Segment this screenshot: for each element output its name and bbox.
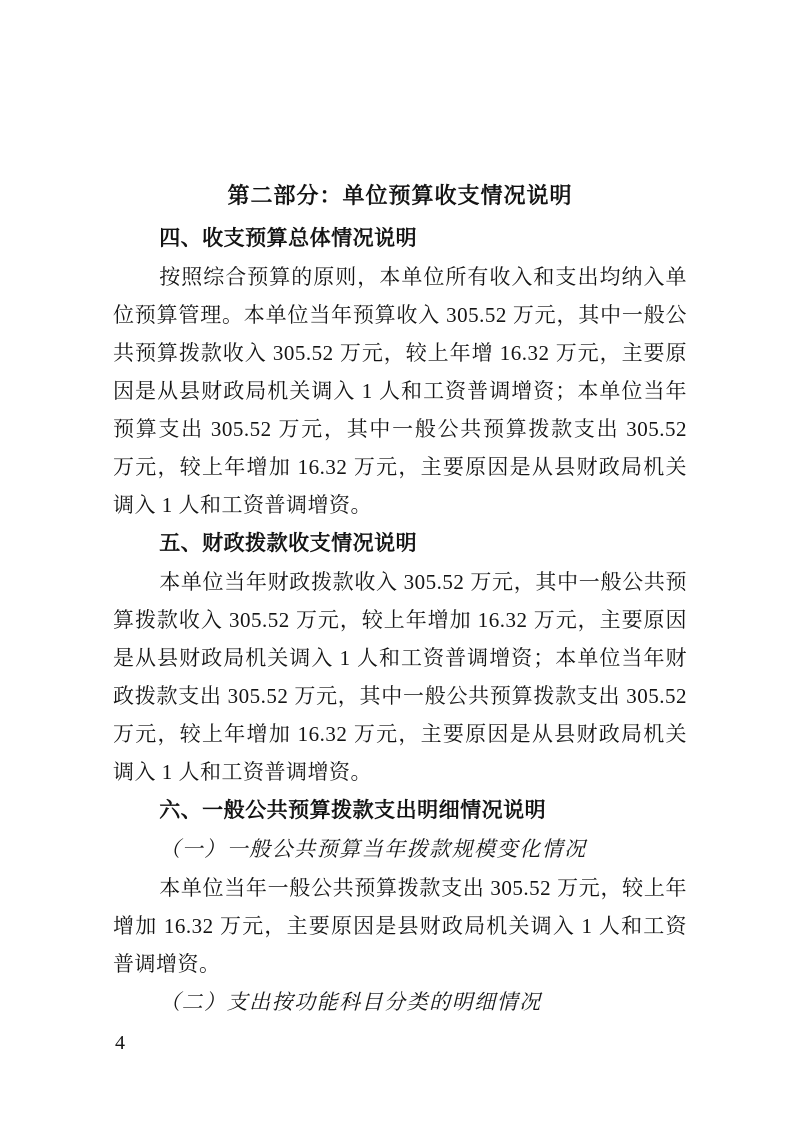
page-number: 4 xyxy=(115,1032,125,1054)
subsection-6-2-heading: （二）支出按功能科目分类的明细情况 xyxy=(159,990,542,1014)
document-content xyxy=(113,177,687,1022)
subsection-6-1-paragraph: 本单位当年一般公共预算拨款支出 305.52 万元，较上年增加 16.32 万元，主要原因是县财政局机关调入 1 人和工资普调增资。 xyxy=(113,876,687,976)
section-4-paragraph: 按照综合预算的原则，本单位所有收入和支出均纳入单位预算管理。本单位当年预算收入 305.52 万元，其中一般公共预算拨款收入 305.52 万元，较上年增 16.32 万元，主要原因是从县财政局机关调入 1 人和工资普调增资；本单位当年预算支出 305.52 万元，其中一般公共预算拨款支出 305.52 万元，较上年增加 16.32 万元，主要原因是从县财政局机关调入 1 人和工资普调增资。 xyxy=(113,265,687,517)
subsection-6-1-heading: （一）一般公共预算当年拨款规模变化情况 xyxy=(159,837,587,861)
section-5-paragraph: 本单位当年财政拨款收入 305.52 万元，其中一般公共预算拨款收入 305.52 万元，较上年增加 16.32 万元，主要原因是从县财政局机关调入 1 人和工资普调增资；本单位当年财政拨款支出 305.52 万元，其中一般公共预算拨款支出 305.52 万元，较上年增加 16.32 万元，主要原因是从县财政局机关调入 1 人和工资普调增资。 xyxy=(113,570,687,784)
section-6-heading: 六、一般公共预算拨款支出明细情况说明 xyxy=(159,798,547,822)
section-5-heading: 五、财政拨款收支情况说明 xyxy=(159,531,418,555)
section-4-heading: 四、收支预算总体情况说明 xyxy=(159,226,418,250)
document-title: 第二部分：单位预算收支情况说明 xyxy=(227,184,573,209)
